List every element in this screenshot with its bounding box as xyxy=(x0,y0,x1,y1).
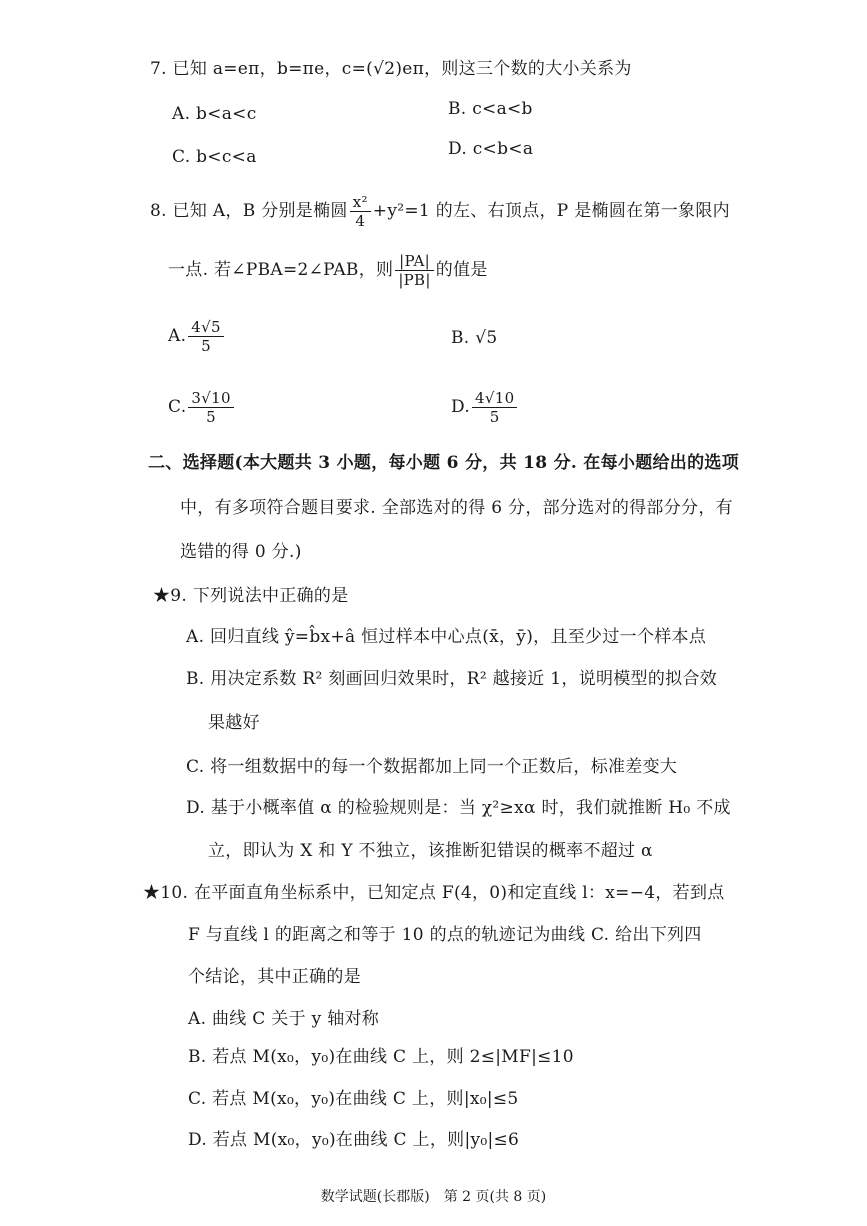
ellipse-numerator: x² xyxy=(350,193,371,212)
q10-option-b: B. 若点 M(x₀，y₀)在曲线 C 上，则 2≤|MF|≤10 xyxy=(188,1047,574,1067)
ellipse-fraction xyxy=(350,193,371,230)
q8-stem-text-b: +y²=1 的左、右顶点，P 是椭圆在第一象限内 xyxy=(372,201,730,221)
q8-option-a-fraction xyxy=(188,318,224,355)
q8-option-b: B. √5 xyxy=(451,328,498,348)
q10-option-d: D. 若点 M(x₀，y₀)在曲线 C 上，则|y₀|≤6 xyxy=(188,1130,520,1150)
q9-option-d-line1: D. 基于小概率值 α 的检验规则是：当 χ²≥xα 时，我们就推断 H₀ 不成 xyxy=(186,798,731,818)
page-footer: 数学试题(长郡版) 第 2 页(共 8 页) xyxy=(320,1189,547,1205)
q8-option-d-label: D. xyxy=(451,397,471,417)
q10-option-c: C. 若点 M(x₀，y₀)在曲线 C 上，则|x₀|≤5 xyxy=(188,1089,519,1109)
q9-option-a: A. 回归直线 ŷ=b̂x+â 恒过样本中心点(x̄，ȳ)，且至少过一个样本点 xyxy=(186,627,707,647)
q8-option-c-num: 3√10 xyxy=(188,389,233,408)
q8-option-c-label: C. xyxy=(168,397,187,417)
ratio-numerator: |PA| xyxy=(395,252,433,271)
q9-option-c: C. 将一组数据中的每一个数据都加上同一个正数后，标准差变大 xyxy=(186,757,678,777)
q8-stem-text-c: 一点. 若∠PBA=2∠PAB，则 xyxy=(168,260,394,280)
section2-line1: 二、选择题(本大题共 3 小题，每小题 6 分，共 18 分. 在每小题给出的选项 xyxy=(148,453,740,473)
q8-option-c xyxy=(168,387,236,427)
section2-line2: 中，有多项符合题目要求. 全部选对的得 6 分，部分选对的得部分分，有 xyxy=(180,498,733,518)
q8-stem-line2 xyxy=(168,250,488,290)
q7-option-a: A. b<a<c xyxy=(172,104,257,124)
q9-option-b-line1: B. 用决定系数 R² 刻画回归效果时，R² 越接近 1，说明模型的拟合效 xyxy=(186,669,718,689)
ratio-fraction xyxy=(395,252,433,289)
q8-stem-line1 xyxy=(150,191,730,231)
q7-option-d: D. c<b<a xyxy=(448,139,534,159)
q7-option-c: C. b<c<a xyxy=(172,147,257,167)
q8-option-a xyxy=(168,316,226,356)
q10-option-a: A. 曲线 C 关于 y 轴对称 xyxy=(188,1009,380,1029)
q8-option-a-num: 4√5 xyxy=(188,318,224,337)
section2-line3: 选错的得 0 分.) xyxy=(180,542,302,562)
ellipse-denominator: 4 xyxy=(355,212,366,230)
q10-stem-line3: 个结论，其中正确的是 xyxy=(188,967,361,987)
q10-stem-line1: ★10. 在平面直角坐标系中，已知定点 F(4，0)和定直线 l：x=−4，若到点 xyxy=(143,883,725,903)
q10-stem-line2: F 与直线 l 的距离之和等于 10 的点的轨迹记为曲线 C. 给出下列四 xyxy=(188,925,702,945)
q8-option-c-den: 5 xyxy=(206,408,217,426)
q7-option-b: B. c<a<b xyxy=(448,99,533,119)
ratio-denominator: |PB| xyxy=(398,271,431,289)
q8-option-a-label: A. xyxy=(168,326,187,346)
q9-stem: ★9. 下列说法中正确的是 xyxy=(153,586,349,606)
q8-option-a-den: 5 xyxy=(201,337,211,355)
q8-option-d-num: 4√10 xyxy=(472,389,517,408)
q7-stem: 7. 已知 a=eπ，b=πe，c=(√2)eπ，则这三个数的大小关系为 xyxy=(150,59,632,79)
q9-option-d-line2: 立，即认为 X 和 Y 不独立，该推断犯错误的概率不超过 α xyxy=(208,841,653,861)
q8-option-d-den: 5 xyxy=(489,408,500,426)
q8-stem-text-a: 8. 已知 A，B 分别是椭圆 xyxy=(150,201,348,221)
q8-option-d-fraction xyxy=(472,389,517,426)
q8-option-c-fraction xyxy=(188,389,233,426)
q8-stem-text-d: 的值是 xyxy=(435,260,488,280)
q9-option-b-line2: 果越好 xyxy=(208,713,260,733)
q8-option-d xyxy=(451,387,519,427)
